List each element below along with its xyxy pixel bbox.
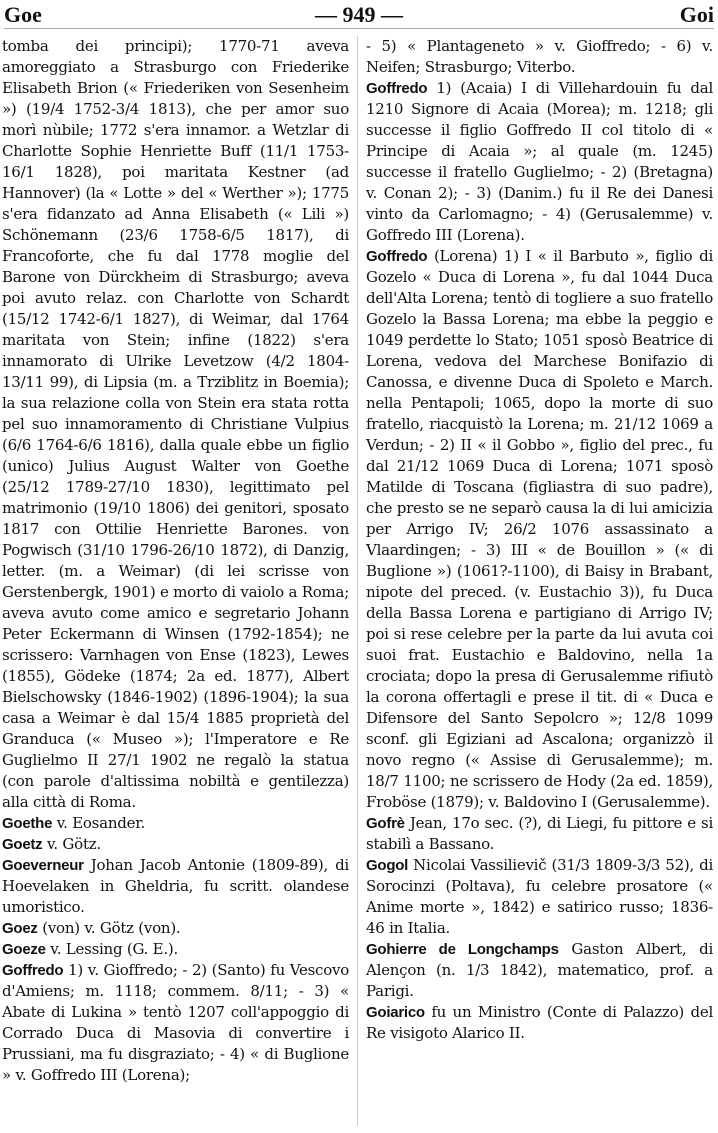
left-column <box>2 36 349 1128</box>
entry-lemma: Goetz <box>2 836 43 853</box>
entry-text: v. Eosander. <box>56 814 146 832</box>
entry-continuation <box>366 36 713 78</box>
entry-gofre <box>366 813 713 855</box>
page-header <box>4 2 714 29</box>
header-left-guide-word: Goe <box>4 2 42 27</box>
entry-text: Jean, 17o sec. (?), di Liegi, fu pittore e si stabilì a Bassano. <box>366 814 713 853</box>
entry-lemma: Gohierre de Longchamps <box>366 941 559 958</box>
entry-text: Gaston Albert, di Alençon (n. 1/3 1842), matematico, prof. a Parigi. <box>366 940 713 1000</box>
entry-continuation <box>2 36 349 813</box>
entry-goethe <box>2 813 349 834</box>
entry-goeze <box>2 939 349 960</box>
entry-lemma: Goffredo <box>366 248 428 265</box>
entry-goetz <box>2 834 349 855</box>
entry-text: Johan Jacob Antonie (1809-89), di Hoevelaken in Gheldria, fu scritt. olandese umoristico. <box>2 856 349 916</box>
entry-goffredo-lorena <box>366 246 713 813</box>
entry-lemma: Goeverneur <box>2 857 84 874</box>
entry-text: (von) v. Götz (von). <box>42 919 181 937</box>
column-divider <box>357 36 358 1126</box>
entry-gogol <box>366 855 713 939</box>
entry-lemma: Goez <box>2 920 38 937</box>
entry-text: - 5) « Plantageneto » v. Gioffredo; - 6) v. Neifen; Strasburgo; Viterbo. <box>366 37 713 76</box>
entry-text: 1) (Acaia) I di Villehardouin fu dal 1210 Signore di Acaia (Morea); m. 1218; gli successe il figlio Goffredo II col titolo di « Principe di Acaia »; al quale (m. 1245) successe il fratello Guglielmo; - 2) (Bretagna) v. Conan 2); - 3) (Danim.) fu il Re dei Danesi vinto da Carlomagno; - 4) (Gerusalemme) v. Goffredo III (Lorena). <box>366 79 713 244</box>
entry-lemma: Gogol <box>366 857 409 874</box>
entry-text: tomba dei principi); 1770-71 aveva amoreggiato a Strasburgo con Friederike Elisabeth Brion (« Friederiken von Sesenheim ») (19/4 1752-3/4 1813), che per amor suo morì nùbile; 1772 s'era innamor. a Wetzlar di Charlotte Sophie Henriette Buff (11/1 1753-16/1 1828), poi maritata Kestner (ad Hannover) (la « Lotte » del « Werther »); 1775 s'era fidanzato ad Anna Elisabeth (« Lili ») Schönemann (23/6 1758-6/5 1817), di Francoforte, che fu dal 1778 moglie del Barone von Dürckheim di Strasburgo; aveva poi avuto relaz. con Charlotte von Schardt (15/12 1742-6/1 1827), di Weimar, dal 1764 maritata von Stein; infine (1822) s'era innamorato di Ulrike Levetzow (4/2 1804-13/11 99), di Lipsia (m. a Trziblitz in Boemia); la sua relazione colla von Stein era stata rotta pel suo innamoramento di Christiane Vulpius (6/6 1764-6/6 1816), dalla quale ebbe un figlio (unico) Julius August Walter von Goethe (25/12 1789-27/10 1830), legittimato pel matrimonio (19/10 1806) dei genitori, sposato 1817 con Ottilie Henriette Barones. von Pogwisch (31/10 1796-26/10 1872), di Danzig, letter. (m. a Weimar) (di lei scrisse von Gerstenbergk, 1901) e morto di vaiolo a Roma; aveva avuto come amico e segretario Johann Peter Eckermann di Winsen (1792-1854); ne scrissero: Varnhagen von Ense (1823), Lewes (1855), Gödeke (1874; 2a ed. 1877), Albert Bielschowsky (1846-1902) (1896-1904); la sua casa a Weimar è dal 15/4 1885 proprietà del Granduca (« Museo »); l'Imperatore e Re Guglielmo II 27/1 1902 ne regalò la statua (con parole d'altissima nobiltà e gentilezza) alla città di Roma. <box>2 37 349 811</box>
entry-gohierre <box>366 939 713 1002</box>
entry-lemma: Gofrè <box>366 815 405 832</box>
entry-goiarico <box>366 1002 713 1044</box>
entry-lemma: Goffredo <box>366 80 428 97</box>
entry-text: fu un Ministro (Conte di Palazzo) del Re visigoto Alarico II. <box>366 1003 713 1042</box>
entry-text: (Lorena) 1) I « il Barbuto », figlio di Gozelo « Duca di Lorena », fu dal 1044 Duca dell'Alta Lorena; tentò di togliere a suo fratello Gozelo la Bassa Lorena; ma ebbe la peggio e 1049 perdette lo Stato; 1051 sposò Beatrice di Lorena, vedova del Marchese Bonifazio di Canossa, e divenne Duca di Spoleto e March. nella Pentapoli; 1065, dopo la morte di suo fratello, riacquistò la Lorena; m. 21/12 1069 a Verdun; - 2) II « il Gobbo », figlio del prec., fu dal 21/12 1069 Duca di Lorena; 1071 sposò Matilde di Toscana (figliastra di suo padre), che presto se ne separò causa la di lui amicizia per Arrigo IV; 26/2 1076 assassinato a Vlaardingen; - 3) III « de Bouillon » (« di Buglione ») (1061?-1100), di Baisy in Brabant, nipote del preced. (v. Eustachio 3)), fu Duca della Bassa Lorena e partigiano di Arrigo IV; poi si rese celebre per la parte da lui avuta coi suoi frat. Eustachio e Baldovino, nella 1a crociata; dopo la presa di Gerusalemme rifiutò la corona offertagli e prese il tit. di « Duca e Difensore del Santo Sepolcro »; 12/8 1099 sconf. gli Egiziani ad Ascalona; organizzò il novo regno (« Assise di Gerusalemme); m. 18/7 1100; ne scrissero de Hody (2a ed. 1859), Froböse (1879); v. Baldovino I (Gerusalemme). <box>366 247 713 811</box>
entry-goez <box>2 918 349 939</box>
header-right-guide-word: Goi <box>679 2 714 27</box>
entry-goffredo-acaia <box>366 78 713 246</box>
entry-lemma: Goethe <box>2 815 53 832</box>
page-number: — 949 — <box>315 2 403 27</box>
entry-text: v. Götz. <box>46 835 101 853</box>
entry-lemma: Goffredo <box>2 962 64 979</box>
entry-text: Nicolai Vassilievič (31/3 1809-3/3 52), di Sorocinzi (Poltava), fu celebre prosatore (« Anime morte », 1842) e satirico russo; 1836-46 in Italia. <box>366 856 713 937</box>
entry-lemma: Goeze <box>2 941 46 958</box>
entry-text: 1) v. Gioffredo; - 2) (Santo) fu Vescovo d'Amiens; m. 1118; commem. 8/11; - 3) « Abate di Lukina » tentò 1207 coll'appoggio di Corrado Duca di Masovia di convertire i Prussiani, ma fu disgraziato; - 4) « di Buglione » v. Goffredo III (Lorena); <box>2 961 349 1084</box>
entry-text: v. Lessing (G. E.). <box>50 940 179 958</box>
right-column <box>366 36 713 1128</box>
entry-goeverneur <box>2 855 349 918</box>
entry-lemma: Goiarico <box>366 1004 425 1021</box>
entry-goffredo <box>2 960 349 1086</box>
